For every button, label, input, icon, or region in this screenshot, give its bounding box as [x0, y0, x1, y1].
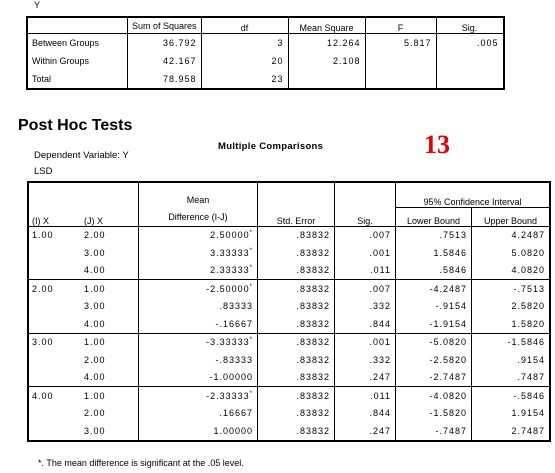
mc-header-diff-label: Difference (I-J): [168, 211, 228, 222]
mc-mean-diff: 3.33333*: [139, 244, 258, 262]
mc-mean-diff: -2.33333*: [139, 387, 258, 405]
mc-std-error: .83832: [258, 280, 335, 298]
mc-header-lower: Lower Bound: [396, 208, 472, 227]
mc-sig: .011: [335, 387, 396, 405]
anova-row: [27, 52, 504, 70]
mc-body: [28, 226, 550, 441]
mc-sig: .001: [335, 244, 396, 262]
anova-row: [27, 70, 504, 89]
table-row: [28, 298, 550, 316]
anova-header-f: F: [365, 17, 436, 34]
mc-mean-diff: -2.50000*: [139, 280, 258, 298]
mc-upper-bound: .7487: [472, 369, 551, 387]
mc-i-value: [28, 422, 80, 441]
mc-lower-bound: .7513: [396, 226, 472, 244]
mc-sig: .007: [335, 280, 396, 298]
mc-mean-diff: .16667: [139, 405, 258, 423]
mc-std-error: .83832: [258, 405, 335, 423]
dependent-variable-label: Dependent Variable: Y: [34, 150, 129, 161]
anova-f: [365, 52, 436, 70]
mc-upper-bound: -.5846: [513, 390, 545, 401]
mc-mean-diff: 2.33333*: [139, 262, 258, 280]
mc-lower-bound: -4.2487: [396, 280, 472, 298]
table-row: [28, 262, 550, 280]
mc-j-value: 2.00: [80, 405, 139, 423]
anova-header-df: df: [201, 17, 288, 34]
table-row: [28, 351, 550, 369]
mc-header-ci: 95% Confidence Interval: [396, 182, 551, 208]
mc-j-value: 1.00: [80, 280, 139, 298]
mc-i-value: 1.00: [32, 230, 54, 241]
method-label: LSD: [34, 166, 53, 177]
anova-source: Total: [27, 70, 128, 89]
mc-i-value: 3.00: [32, 337, 54, 348]
mc-lower-bound: -.7487: [396, 422, 472, 441]
mc-upper-bound: -1.5846: [507, 337, 545, 348]
anova-header-row: [27, 17, 504, 34]
mc-upper-bound: 2.7487: [511, 425, 545, 436]
anova-header-source: [27, 17, 128, 34]
mc-std-error: .83832: [258, 226, 335, 244]
mc-sig: .332: [335, 298, 396, 316]
anova-header-ss: Sum of Squares: [128, 17, 202, 34]
page-annotation: 13: [424, 130, 450, 159]
mc-std-error: .83832: [258, 351, 335, 369]
mc-j-value: 3.00: [80, 422, 139, 441]
mc-lower-bound: -2.5820: [396, 351, 472, 369]
anova-f: 5.817: [365, 34, 436, 53]
mc-header-std-error: Std. Error: [258, 182, 335, 226]
significance-marker: *: [249, 230, 253, 237]
mc-upper-bound: 2.5820: [511, 301, 545, 312]
mc-sig: .247: [335, 422, 396, 441]
mc-std-error: .83832: [258, 262, 335, 280]
anova-table: [26, 16, 505, 90]
mc-sig: .247: [335, 369, 396, 387]
mc-i-value: [28, 262, 80, 280]
table-row: [28, 333, 550, 351]
mc-mean-diff: -.83333: [139, 351, 258, 369]
anova-ss: 42.167: [128, 52, 202, 70]
mc-i-value: [28, 405, 80, 423]
mc-mean-diff: -.16667: [139, 315, 258, 333]
anova-row: [27, 34, 504, 53]
mc-i-value: [28, 369, 80, 387]
mc-i-value: 2.00: [32, 283, 54, 294]
mc-upper-bound: 1.5820: [472, 315, 551, 333]
table-row: [28, 405, 550, 423]
multiple-comparisons-title: Multiple Comparisons: [218, 141, 324, 152]
anova-source: Within Groups: [27, 52, 128, 70]
anova-ms: [288, 70, 365, 89]
mc-lower-bound: 1.5846: [396, 244, 472, 262]
mc-j-value: 2.00: [80, 351, 139, 369]
mc-j-value: 4.00: [80, 315, 139, 333]
mc-j-value: 3.00: [80, 298, 139, 316]
mc-sig: .001: [335, 333, 396, 351]
table-row: [28, 244, 550, 262]
mc-header-j: (J) X: [80, 182, 139, 226]
mc-sig: .844: [335, 315, 396, 333]
mc-i-value: [28, 244, 80, 262]
mc-mean-diff: 1.00000: [139, 422, 258, 441]
mc-j-value: 2.00: [80, 226, 139, 244]
significance-marker: *: [249, 390, 253, 397]
mc-header-row-1: [28, 182, 550, 208]
mc-mean-diff: -3.33333*: [139, 333, 258, 351]
mc-std-error: .83832: [258, 298, 335, 316]
mc-header-upper: Upper Bound: [472, 208, 551, 227]
mc-lower-bound: -5.0820: [396, 333, 472, 351]
mc-sig: .332: [335, 351, 396, 369]
mc-std-error: .83832: [258, 333, 335, 351]
table-row: [28, 369, 550, 387]
significance-marker: *: [249, 337, 253, 344]
mc-upper-bound: -.7513: [513, 283, 545, 294]
mc-i-value: 4.00: [32, 390, 54, 401]
table-row: [28, 280, 550, 298]
mc-mean-diff: .83333: [139, 298, 258, 316]
mc-std-error: .83832: [258, 422, 335, 441]
anova-f: [365, 70, 436, 89]
anova-ms: 12.264: [288, 34, 365, 53]
anova-header-sig: Sig.: [436, 17, 504, 34]
significance-marker: *: [249, 265, 253, 272]
mc-lower-bound: -1.9154: [396, 315, 472, 333]
mc-lower-bound: -1.5820: [396, 405, 472, 423]
anova-ss: 36.792: [128, 34, 202, 53]
mc-std-error: .83832: [258, 369, 335, 387]
anova-sig: .005: [436, 34, 504, 53]
section-title: Post Hoc Tests: [18, 117, 133, 134]
mc-i-value: [28, 351, 80, 369]
mc-upper-bound: 5.0820: [511, 247, 545, 258]
significance-marker: *: [249, 247, 253, 254]
mc-header-sig: Sig.: [335, 182, 396, 226]
mc-header-mean-label: Mean: [186, 194, 210, 205]
table-row: [28, 226, 550, 244]
mc-upper-bound: 4.0820: [472, 262, 551, 280]
mc-lower-bound: -4.0820: [396, 387, 472, 405]
mc-std-error: .83832: [258, 387, 335, 405]
mc-lower-bound: .5846: [396, 262, 472, 280]
mc-header-i: (I) X: [28, 182, 80, 226]
anova-sig: [436, 70, 504, 89]
table-row: [28, 422, 550, 441]
mc-mean-diff: 2.50000*: [139, 226, 258, 244]
mc-mean-diff: -1.00000: [139, 369, 258, 387]
footnote: *. The mean difference is significant at the .05 level.: [38, 458, 244, 468]
mc-j-value: 1.00: [80, 387, 139, 405]
mc-i-value: [28, 315, 80, 333]
mc-sig: .011: [335, 262, 396, 280]
mc-std-error: .83832: [258, 244, 335, 262]
mc-upper-bound: 1.9154: [511, 408, 545, 419]
mc-j-value: 3.00: [80, 244, 139, 262]
mc-j-value: 4.00: [80, 262, 139, 280]
mc-j-value: 1.00: [80, 333, 139, 351]
mc-upper-bound: .9154: [517, 354, 545, 365]
multiple-comparisons-table: [27, 181, 551, 442]
anova-variable-label: Y: [34, 0, 41, 10]
anova-ms: 2.108: [288, 52, 365, 70]
anova-sig: [436, 52, 504, 70]
anova-header-ms: Mean Square: [288, 17, 365, 34]
anova-source: Between Groups: [27, 34, 128, 53]
mc-j-value: 4.00: [80, 369, 139, 387]
mc-i-value: [28, 298, 80, 316]
mc-lower-bound: -2.7487: [396, 369, 472, 387]
anova-df: 3: [201, 34, 288, 53]
anova-df: 20: [201, 52, 288, 70]
anova-df: 23: [201, 70, 288, 89]
table-row: [28, 387, 550, 405]
significance-marker: *: [249, 283, 253, 290]
mc-upper-bound: 4.2487: [511, 230, 545, 241]
mc-header-mean-diff: [139, 182, 258, 226]
table-row: [28, 315, 550, 333]
mc-sig: .007: [335, 226, 396, 244]
mc-std-error: .83832: [258, 315, 335, 333]
anova-ss: 78.958: [128, 70, 202, 89]
mc-lower-bound: -.9154: [396, 298, 472, 316]
mc-sig: .844: [335, 405, 396, 423]
